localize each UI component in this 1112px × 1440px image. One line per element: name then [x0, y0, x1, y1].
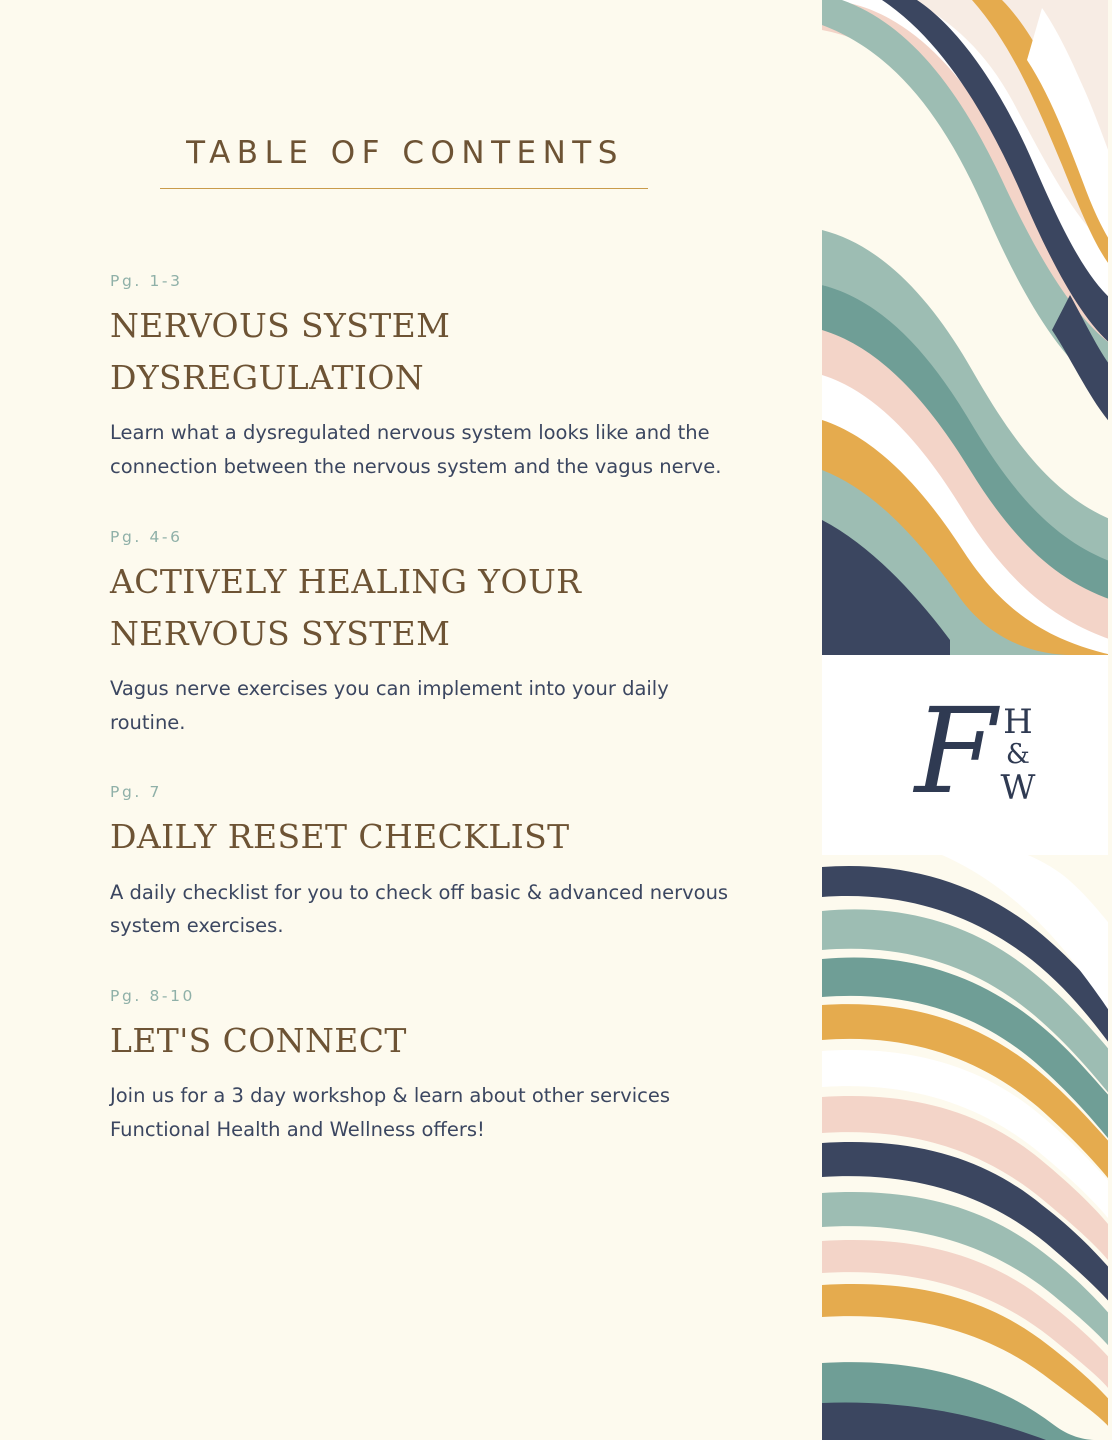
toc-entry[interactable]	[110, 987, 750, 1147]
toc-entry[interactable]	[110, 528, 750, 740]
toc-entry[interactable]	[110, 783, 750, 943]
logo-ampersand: &	[1005, 739, 1030, 771]
toc-entry-pages: Pg. 1-3	[110, 272, 183, 290]
logo-letter-w: W	[1000, 767, 1036, 808]
page-title: TABLE OF CONTENTS	[186, 135, 624, 171]
brand-logo	[914, 681, 1036, 820]
toc-entry-list	[110, 272, 750, 1191]
toc-entry-title: DAILY RESET CHECKLIST	[110, 817, 570, 857]
toc-entry-title: NERVOUS SYSTEM DYSREGULATION	[110, 306, 451, 398]
toc-entry-title: ACTIVELY HEALING YOUR NERVOUS SYSTEM	[110, 561, 582, 653]
rail-right-edge	[1108, 0, 1112, 1440]
logo-letter-h: H	[1003, 701, 1033, 742]
toc-entry-title: LET'S CONNECT	[110, 1021, 407, 1061]
logo-monogram-f: F	[914, 681, 997, 820]
abstract-wave-art-top	[822, 0, 1112, 655]
toc-entry-pages: Pg. 4-6	[110, 527, 183, 546]
toc-entry-description: Vagus nerve exercises you can implement into your daily routine.	[110, 676, 669, 734]
logo-letter-stack	[1000, 701, 1036, 808]
abstract-wave-art-bottom	[822, 855, 1112, 1440]
toc-entry-description: Learn what a dysregulated nervous system looks like and the connection between the nervous system and the vagus nerve.	[110, 421, 722, 478]
brand-logo-band	[822, 655, 1112, 855]
toc-entry[interactable]	[110, 272, 750, 484]
title-divider	[160, 188, 648, 189]
wave-pattern-bottom-svg	[822, 855, 1112, 1440]
toc-entry-description: A daily checklist for you to check off basic & advanced nervous system exercises.	[110, 880, 729, 938]
toc-entry-description: Join us for a 3 day workshop & learn about other services Functional Health and Wellness offers!	[110, 1084, 671, 1141]
toc-entry-pages: Pg. 7	[110, 783, 162, 802]
decorative-side-rail	[822, 0, 1112, 1440]
page-title-block	[160, 135, 650, 189]
wave-pattern-top-svg	[822, 0, 1112, 655]
toc-entry-pages: Pg. 8-10	[110, 987, 196, 1006]
